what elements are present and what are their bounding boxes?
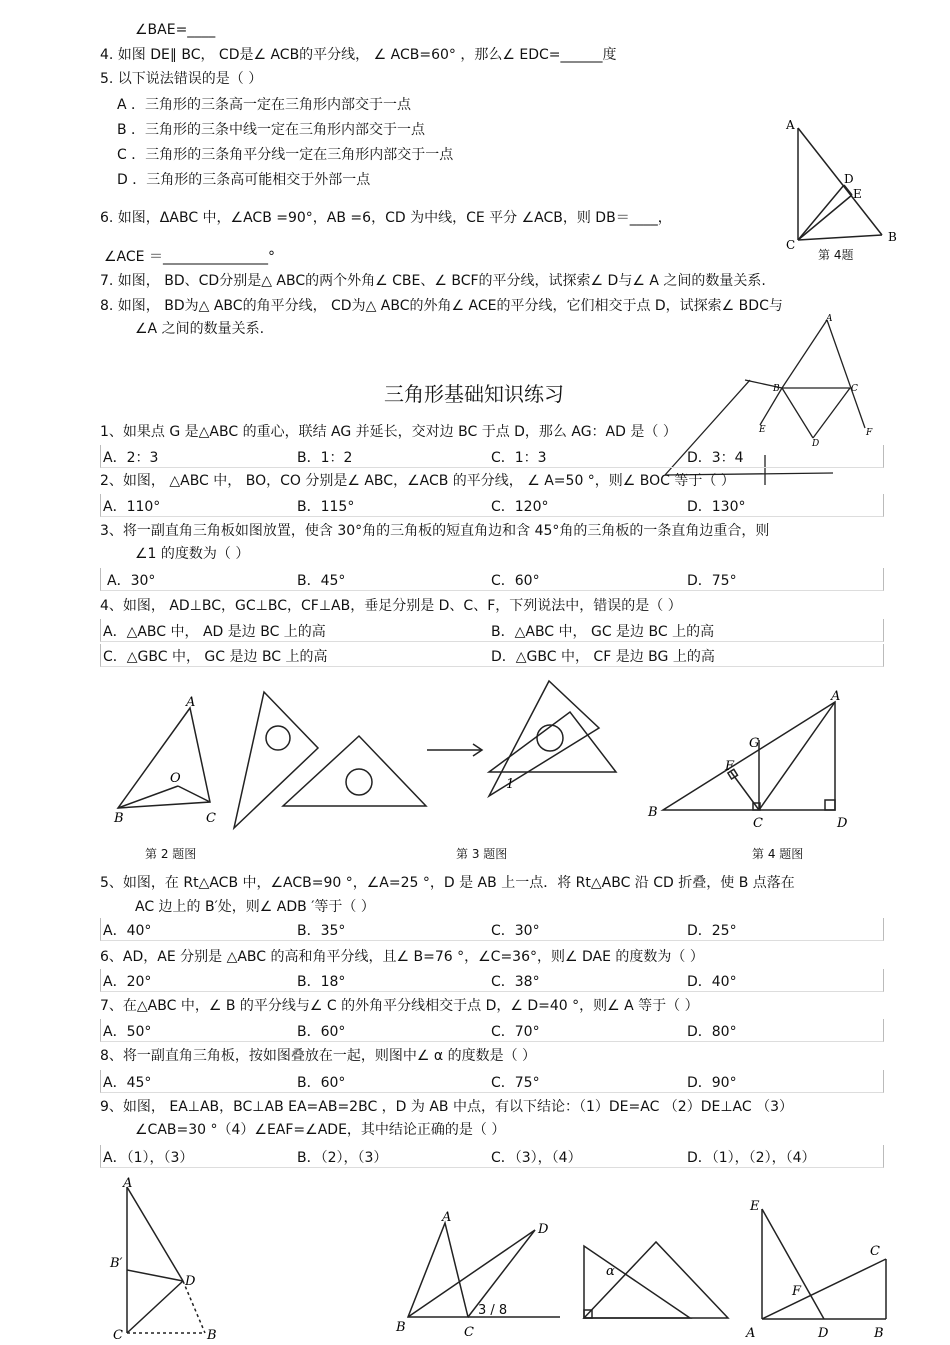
label-c: C [464,1325,474,1340]
bae-blank: ∠BAE=____ [135,22,216,38]
section-title: 三角形基础知识练习 [384,382,564,406]
label-c: C [851,384,858,394]
label-b: B [888,230,897,244]
option-c: C．70° [491,1024,540,1040]
option-a: A．50° [103,1024,152,1040]
option-c: C．（3），（4） [491,1150,582,1166]
label-c: C [786,238,796,252]
label-d: D [538,1222,549,1237]
options-row-4b [100,644,884,667]
figure-q9 [740,1195,895,1340]
question-5: 5、如图，在 Rt△ACB 中，∠ACB=90 °，∠A=25 °，D 是 AB 上一点．将 Rt△ABC 沿 CD 折叠，使 B 点落在 [100,875,795,891]
option-a: A．（1），（3） [103,1150,194,1166]
options-row-2 [100,494,884,517]
label-d: D [837,816,848,831]
option-d: D．90° [687,1075,737,1091]
option-b: B．60° [297,1075,346,1091]
option-d: D．△GBC 中， CF 是边 BG 上的高 [491,649,715,665]
option-c: C．1：3 [491,450,547,466]
options-row-4a [100,619,884,642]
question-6-line2: ∠ACE ＝_______________° [104,249,275,265]
label-f: F [792,1284,802,1299]
options-row-9 [100,1145,884,1168]
fig2-caption: 第 2 题图 [145,847,197,861]
label-b: B [648,805,658,820]
option-d: D．3：4 [687,450,744,466]
option-a: A．30° [107,573,156,589]
figure-q7 [655,315,885,495]
label-alpha: α [606,1264,615,1279]
label-a: A [186,695,196,710]
question-6: 6、AD，AE 分别是 △ABC 的高和角平分线，且∠ B=76 °，∠C=36°，则∠ DAE 的度数为（ ） [100,949,704,965]
question-8-top: 8. 如图， BD为△ ABC的角平分线， CD为△ ABC的外角∠ ACE的平分线，它们相交于点 D，试探索∠ BDC与 [100,298,783,314]
label-b: B [114,811,124,826]
figure-q3-right [486,678,621,800]
question-8-line2: ∠A 之间的数量关系. [135,321,265,337]
fig3-caption: 第 3 题图 [456,847,508,861]
q5-option-c: C ．三角形的三条角平分线一定在三角形内部交于一点 [117,147,454,163]
option-b: B．18° [297,974,346,990]
label-angle-1: 1 [506,777,515,792]
question-8: 8、将一副直角三角板，按如图叠放在一起，则图中∠ α 的度数是（ ） [100,1048,537,1064]
label-d: D [844,172,854,186]
option-d: D．40° [687,974,737,990]
option-a: A．20° [103,974,152,990]
label-b: B [396,1320,406,1335]
label-f: F [866,428,873,438]
option-a: A．45° [103,1075,152,1091]
option-a: A．110° [103,499,161,515]
label-a: A [123,1176,133,1191]
option-d: D．80° [687,1024,737,1040]
options-row-1 [100,445,884,468]
question-9: 9、如图， EA⊥AB，BC⊥AB EA=AB=2BC ，D 为 AB 中点，有以下结论：（1）DE=AC （2）DE⊥AC （3） [100,1099,793,1115]
label-c: C [870,1244,880,1259]
figure-q4-top [780,118,900,258]
q5-option-d: D ．三角形的三条高可能相交于外部一点 [117,172,371,188]
figure-q8 [580,1238,735,1323]
label-d: D [818,1326,829,1341]
label-b: B [207,1328,217,1343]
question-6-top: 6. 如图，ΔABC 中，∠ACB =90°，AB =6，CD 为中线，CE 平分 ∠ACB，则 DB＝____， [100,210,672,226]
option-c: C．60° [491,573,540,589]
option-c: C．38° [491,974,540,990]
label-c: C [113,1328,123,1343]
option-c: C．30° [491,923,540,939]
question-7-top: 7. 如图， BD、CD分别是△ ABC的两个外角∠ CBE、∠ BCF的平分线，试探索∠ D与∠ A 之间的数量关系. [100,273,766,289]
option-b: B．60° [297,1024,346,1040]
label-a: A [746,1326,756,1341]
figure-q7b [390,1205,565,1340]
label-d: D [812,439,820,449]
option-d: D．25° [687,923,737,939]
label-b-prime: B′ [110,1256,123,1271]
label-f: F [725,759,735,774]
options-row-7 [100,1019,884,1042]
label-e: E [759,425,766,435]
label-e: E [853,187,862,201]
label-a: A [831,689,841,704]
label-c: C [753,816,763,831]
option-d: D．75° [687,573,737,589]
label-g: G [749,736,760,751]
option-b: B．（2），（3） [297,1150,388,1166]
question-9-line2: ∠CAB=30 °（4）∠EAF=∠ADE，其中结论正确的是（ ） [135,1122,506,1138]
label-b: B [874,1326,884,1341]
page-number: 3 / 8 [478,1303,508,1318]
arrow-icon [425,740,485,760]
label-e: E [750,1199,760,1214]
figure-q3-left [228,688,438,833]
option-d: D．（1），（2），（4） [687,1150,816,1166]
q5-option-a: A ．三角形的三条高一定在三角形内部交于一点 [117,97,412,113]
label-a: A [786,118,795,132]
option-b: B．45° [297,573,346,589]
options-row-6 [100,969,884,992]
option-b: B．35° [297,923,346,939]
label-c: C [206,811,216,826]
question-7: 7、在△ABC 中，∠ B 的平分线与∠ C 的外角平分线相交于点 D，∠ D=40 °，则∠ A 等于（ ） [100,998,699,1014]
figure-q5 [105,1175,225,1343]
label-a: A [442,1210,452,1225]
option-c: C．120° [491,499,549,515]
option-a: A．2：3 [103,450,159,466]
option-a: A．40° [103,923,152,939]
option-b: B．115° [297,499,355,515]
figure-q2 [110,690,230,830]
label-a: A [826,314,833,324]
option-d: D．130° [687,499,746,515]
question-3-line2: ∠1 的度数为（ ） [135,546,250,562]
label-b: B [773,384,780,394]
question-1: 1、如果点 G 是△ABC 的重心，联结 AG 并延长，交对边 BC 于点 D，那么 AG：AD 是（ ） [100,424,677,440]
figure-q4 [645,685,855,835]
options-row-8 [100,1070,884,1093]
options-row-5 [100,918,884,941]
question-2: 2、如图， △ABC 中， BO，CO 分别是∠ ABC，∠ACB 的平分线， ∠ A=50 °，则∠ BOC 等于（ ） [100,473,735,489]
option-b: B．1：2 [297,450,353,466]
question-5-line2: AC 边上的 B′处，则∠ ADB ′等于（ ） [135,899,375,915]
question-5-top: 5. 以下说法错误的是（ ） [100,71,263,87]
question-4-top: 4. 如图 DE∥ BC， CD是∠ ACB的平分线， ∠ ACB=60° ，那么∠ EDC=______度 [100,47,617,63]
option-b: B．△ABC 中， GC 是边 BC 上的高 [491,624,715,640]
option-c: C．75° [491,1075,540,1091]
question-3: 3、将一副直角三角板如图放置，使含 30°角的三角板的短直角边和含 45°角的三角板的一条直角边重合，则 [100,523,770,539]
options-row-3 [100,568,884,591]
fig4-caption: 第 4 题图 [752,847,804,861]
fig4-top-caption: 第 4题 [818,248,854,262]
option-c: C．△GBC 中， GC 是边 BC 上的高 [103,649,328,665]
q5-option-b: B ．三角形的三条中线一定在三角形内部交于一点 [117,122,426,138]
label-o: O [170,771,181,786]
label-d: D [185,1274,196,1289]
option-a: A．△ABC 中， AD 是边 BC 上的高 [103,624,326,640]
question-4: 4、如图， AD⊥BC，GC⊥BC，CF⊥AB，垂足分别是 D、C、F，下列说法中，错误的是（ ） [100,598,682,614]
